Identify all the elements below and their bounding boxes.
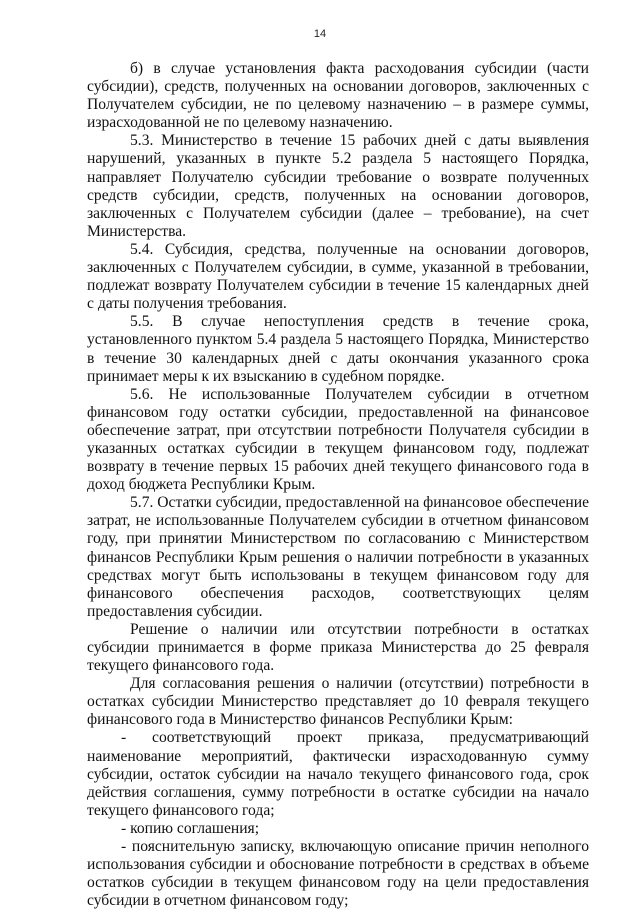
paragraph-approval: Для согласования решения о наличии (отсутствии) потребности в остатках субсидии Министерство представляет до 10 февраля текущего финансового года в Министерство финансов Республики Крым:: [87, 675, 589, 729]
paragraph-5-6: 5.6. Не использованные Получателем субсидии в отчетном финансовом году остатки субсидии, предоставленной на финансовое обеспечение затрат, при отсутствии потребности Получателя субсидии в указанных остатках субсидии в текущем финансовом году, подлежат возврату в течение первых 15 рабочих дней текущего финансового года в доход бюджета Республики Крым.: [87, 385, 589, 494]
document-body: [87, 60, 589, 910]
paragraph-b-misuse-refund: б) в случае установления факта расходования субсидии (части субсидии), средств, полученных на основании договоров, заключенных с Получателем субсидии, не по целевому назначению – в размере суммы, израсходованной не по целевому назначению.: [87, 60, 589, 132]
paragraph-decision: Решение о наличии или отсутствии потребности в остатках субсидии принимается в форме приказа Министерства до 25 февраля текущего финансового года.: [87, 620, 589, 675]
paragraph-5-3: 5.3. Министерство в течение 15 рабочих дней с даты выявления нарушений, указанных в пункте 5.2 раздела 5 настоящего Порядка, направляет Получателю субсидии требование о возврате полученных средств субсидии, средств, полученных на основании договоров, заключенных с Получателем субсидии (далее – требование), на счет Министерства.: [87, 132, 589, 240]
paragraph-5-5: 5.5. В случае непоступления средств в течение срока, установленного пунктом 5.4 раздела 5 настоящего Порядка, Министерство в течение 30 календарных дней с даты окончания указанного срока принимает меры к их взысканию в судебном порядке.: [87, 313, 589, 385]
list-item-explanatory-note: - пояснительную записку, включающую описание причин неполного использования субсидии и обоснование потребности в средствах в объеме остатков субсидии в текущем финансовом году на цели предоставления субсидии в отчетном финансовом году;: [87, 838, 589, 910]
paragraph-5-4: 5.4. Субсидия, средства, полученные на основании договоров, заключенных с Получателем субсидии, в сумме, указанной в требовании, подлежат возврату Получателем субсидии в течение 15 календарных дней с даты получения требования.: [87, 240, 589, 313]
page-number: 14: [313, 28, 327, 40]
paragraph-5-7: 5.7. Остатки субсидии, предоставленной на финансовое обеспечение затрат, не использованные Получателем субсидии в отчетном финансовом году, при принятии Министерством по согласованию с Министерством финансов Республики Крым решения о наличии потребности в указанных средствах могут быть использованы в текущем финансовом году для финансового обеспечения расходов, соответствующих целям предоставления субсидии.: [87, 494, 589, 620]
list-item-draft-order: - соответствующий проект приказа, предусматривающий наименование мероприятий, фактически израсходованную сумму субсидии, остаток субсидии на начало текущего финансового года, срок действия соглашения, сумму потребности в остатке субсидии на начало текущего финансового года;: [87, 729, 589, 819]
list-item-agreement-copy: - копию соглашения;: [121, 819, 260, 837]
